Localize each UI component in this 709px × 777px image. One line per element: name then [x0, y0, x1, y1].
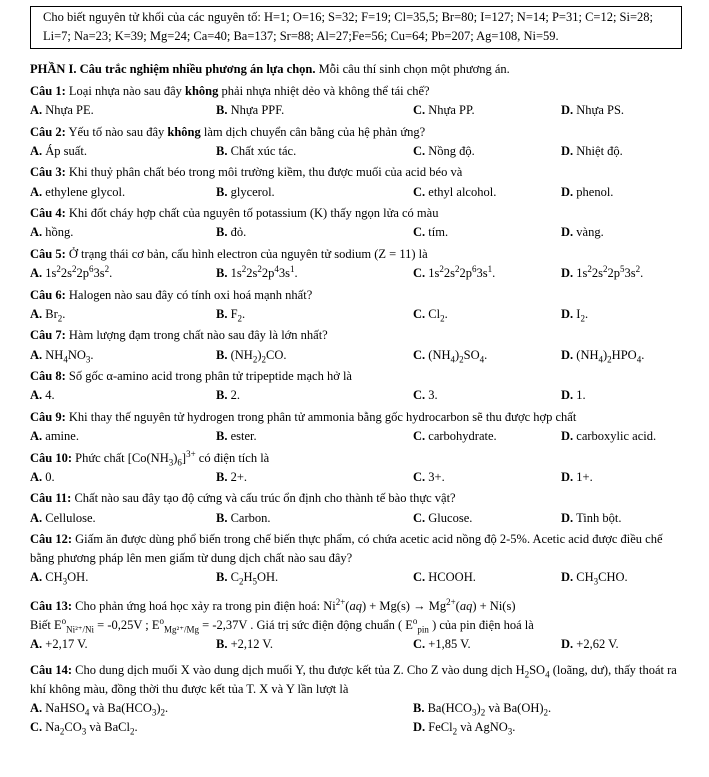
option-text: tím.	[428, 225, 449, 240]
question-12-text	[30, 530, 682, 568]
option-label: C.	[413, 388, 426, 403]
question-6-option-b	[216, 305, 413, 324]
option-text: +1,85 V.	[428, 636, 471, 651]
option-label: B.	[216, 429, 228, 443]
option-text: Nồng độ.	[428, 143, 475, 158]
question-5	[30, 245, 682, 283]
option-text: 3+.	[428, 469, 445, 484]
question-11-option-a	[30, 509, 216, 528]
option-label: B.	[216, 225, 228, 240]
option-label: B.	[216, 184, 228, 199]
question-9-number: Câu 9:	[30, 409, 66, 424]
option-label: D.	[561, 306, 574, 321]
option-label: B.	[216, 469, 228, 484]
question-12-option-d	[561, 568, 682, 587]
question-4-number: Câu 4:	[30, 206, 66, 221]
option-text: Nhựa PE.	[45, 103, 94, 117]
question-5-text	[30, 245, 682, 264]
question-1-text	[30, 82, 682, 101]
option-text: Tinh bột.	[576, 510, 622, 525]
question-8-option-b	[216, 386, 413, 405]
question-8-body: Số gốc α-amino acid trong phân tử tripeptide mạch hở là	[68, 369, 352, 384]
option-label: C.	[413, 570, 426, 585]
question-2-text	[30, 123, 682, 142]
question-7-option-d	[561, 346, 682, 365]
option-text: ester.	[230, 429, 257, 443]
option-label: B.	[216, 103, 228, 117]
question-1-option-d	[561, 101, 682, 120]
question-10-option-b	[216, 468, 413, 487]
option-text: $NH_4NO_3$.	[45, 347, 94, 364]
option-text: Cellulose.	[45, 510, 96, 525]
option-label: C.	[413, 636, 426, 651]
question-5-option-a	[30, 264, 216, 283]
option-text: $Ba(HCO_3)_2$ và $Ba(OH)_2$.	[427, 701, 552, 718]
question-7-number: Câu 7:	[30, 328, 66, 343]
option-label: C.	[413, 469, 426, 484]
question-12-number: Câu 12:	[30, 532, 73, 547]
option-label: D.	[413, 720, 426, 735]
question-8	[30, 367, 682, 405]
question-10-body: Phức chất $[Co(NH_3)_6]^{3+}$ có điện tích là	[75, 448, 270, 468]
option-text: amine.	[45, 429, 79, 443]
question-7-option-a	[30, 346, 216, 365]
question-8-option-d	[561, 386, 682, 405]
question-9-option-c	[413, 427, 561, 446]
option-text: $C_2H_5OH$.	[230, 570, 279, 587]
option-text: $CH_3OH$.	[45, 570, 89, 587]
question-8-option-a	[30, 386, 216, 405]
question-4-option-b	[216, 223, 413, 242]
option-text: Carbon.	[230, 510, 271, 525]
question-3	[30, 163, 682, 201]
option-text: $1s^22s^22p^53s^2$.	[576, 263, 644, 280]
question-3-options	[30, 183, 682, 202]
section-title-bold: PHẦN I. Câu trắc nghiệm nhiều phương án lựa chọn.	[30, 62, 316, 77]
question-9	[30, 408, 682, 446]
option-label: B.	[413, 701, 425, 716]
question-9-text	[30, 408, 682, 427]
question-4-option-a	[30, 223, 216, 242]
option-text: $I_2$.	[576, 306, 589, 324]
option-label: C.	[413, 306, 426, 321]
option-text: $F_2$.	[230, 306, 246, 324]
question-12-option-b	[216, 568, 413, 587]
question-10	[30, 449, 682, 487]
question-7-option-b	[216, 346, 413, 365]
question-8-number: Câu 8:	[30, 369, 66, 384]
option-text: 2+.	[230, 469, 248, 484]
option-text: carbohydrate.	[428, 429, 497, 443]
option-text: vàng.	[576, 225, 604, 240]
question-1	[30, 82, 682, 120]
question-7-body: Hàm lượng đạm trong chất nào sau đây là lớn nhất?	[68, 328, 328, 343]
question-4-option-d	[561, 223, 682, 242]
question-11-text	[30, 489, 682, 508]
option-text: $1s^22s^22p^43s^1$.	[230, 263, 298, 280]
option-text: 3.	[428, 388, 438, 403]
question-14-text	[30, 661, 682, 699]
question-6-body: Halogen nào sau đây có tính oxi hoá mạnh nhất?	[68, 287, 313, 302]
question-7-option-c	[413, 346, 561, 365]
option-text: Chất xúc tác.	[230, 143, 297, 158]
option-text: +2,62 V.	[576, 636, 619, 651]
question-6-option-d	[561, 305, 682, 324]
option-label: B.	[216, 570, 228, 585]
option-label: D.	[561, 469, 574, 484]
question-4	[30, 204, 682, 242]
option-label: A.	[30, 429, 43, 443]
option-text: glycerol.	[230, 184, 275, 199]
question-9-body: Khi thay thế nguyên tử hydrogen trong phân tử ammonia bằng gốc hydrocarbon sẽ thu được hợp chất	[68, 409, 577, 424]
option-label: C.	[413, 225, 426, 240]
question-10-option-a	[30, 468, 216, 487]
option-text: 0.	[45, 469, 55, 484]
option-label: C.	[413, 143, 426, 158]
option-label: D.	[561, 225, 574, 240]
question-1-option-a	[30, 101, 216, 120]
question-14-number: Câu 14:	[30, 662, 73, 677]
question-13-option-c	[413, 635, 561, 654]
option-label: A.	[30, 143, 43, 158]
question-6-option-a	[30, 305, 216, 324]
option-label: B.	[216, 143, 228, 158]
question-3-body: Khi thuỷ phân chất béo trong môi trường kiềm, thu được muối của acid béo và	[68, 165, 463, 180]
question-2	[30, 123, 682, 161]
option-label: A.	[30, 184, 43, 199]
option-text: +2,17 V.	[45, 636, 88, 651]
option-label: A.	[30, 701, 43, 716]
question-7	[30, 326, 682, 364]
question-13-option-d	[561, 635, 682, 654]
question-1-body: Loại nhựa nào sau đây không phải nhựa nhiệt dẻo và không thể tái chế?	[68, 83, 430, 98]
section-title	[30, 60, 682, 79]
option-text: carboxylic acid.	[576, 429, 657, 443]
question-5-options	[30, 264, 682, 283]
question-2-option-c	[413, 142, 561, 161]
question-10-number: Câu 10:	[30, 450, 73, 465]
option-text: Nhiệt độ.	[576, 143, 623, 158]
option-label: C.	[413, 429, 426, 443]
option-text: Nhựa PPF.	[230, 103, 285, 117]
question-7-options	[30, 346, 682, 365]
option-text: FeCl$_2$ và AgNO$_3$.	[428, 720, 516, 737]
question-11-option-b	[216, 509, 413, 528]
question-1-options	[30, 101, 682, 120]
question-4-options	[30, 223, 682, 242]
question-4-body: Khi đốt cháy hợp chất của nguyên tố potassium (K) thấy ngọn lửa có màu	[68, 206, 439, 221]
question-5-option-c	[413, 264, 561, 283]
question-12-option-c	[413, 568, 561, 587]
option-label: B.	[216, 347, 228, 362]
question-1-option-b	[216, 101, 413, 120]
question-4-option-c	[413, 223, 561, 242]
option-text: $1s^22s^22p^63s^2$.	[45, 263, 113, 280]
question-14-option-c	[30, 718, 413, 737]
option-label: C.	[413, 510, 426, 525]
question-13-option-b	[216, 635, 413, 654]
option-text: 1+.	[576, 469, 593, 484]
option-label: D.	[561, 347, 574, 362]
question-2-option-a	[30, 142, 216, 161]
question-2-number: Câu 2:	[30, 124, 66, 139]
option-text: $(NH_4)_2HPO_4$.	[576, 347, 645, 364]
option-label: D.	[561, 143, 574, 158]
option-text: $(NH_4)_2SO_4$.	[428, 347, 488, 364]
question-2-option-b	[216, 142, 413, 161]
option-text: 2.	[230, 388, 240, 403]
option-text: $Na_2CO_3$ và BaCl$_2$.	[45, 720, 138, 737]
question-9-option-b	[216, 427, 413, 446]
question-9-options	[30, 427, 682, 446]
question-13	[30, 597, 682, 654]
option-label: D.	[561, 510, 574, 525]
option-label: B.	[216, 266, 228, 280]
option-text: Glucose.	[428, 510, 473, 525]
question-12-option-a	[30, 568, 216, 587]
option-text: +2,12 V.	[230, 636, 273, 651]
question-14-option-d	[413, 718, 682, 737]
question-1-option-c	[413, 101, 561, 120]
question-1-number: Câu 1:	[30, 83, 66, 98]
option-label: D.	[561, 184, 574, 199]
option-label: B.	[216, 306, 228, 321]
question-14-body: Cho dung dịch muối X vào dung dịch muối Y, thu được kết tủa Z. Cho Z vào dung dịch $H_2SO_4$ (loãng, dư), thấy thoát ra khí không màu, đồng thời thu được kết tủa T. X và Y lần lượt là	[30, 662, 677, 696]
option-text: Áp suất.	[45, 143, 87, 158]
question-2-options	[30, 142, 682, 161]
atomic-mass-box	[30, 6, 682, 49]
section-title-rest: Mỗi câu thí sinh chọn một phương án.	[315, 62, 510, 77]
question-2-option-d	[561, 142, 682, 161]
question-6	[30, 286, 682, 324]
option-text: $Cl_2$.	[428, 306, 448, 324]
question-5-option-d	[561, 264, 682, 283]
question-8-text	[30, 367, 682, 386]
question-6-text	[30, 286, 682, 305]
option-label: C.	[413, 266, 426, 280]
option-label: B.	[216, 636, 228, 651]
question-10-options	[30, 468, 682, 487]
option-text: ethylene glycol.	[45, 184, 126, 199]
question-3-option-c	[413, 183, 561, 202]
option-text: phenol.	[576, 184, 614, 199]
question-10-option-d	[561, 468, 682, 487]
option-text: 4.	[45, 388, 55, 403]
question-12-body: Giấm ăn được dùng phổ biến trong chế biến thực phẩm, có chứa acetic acid nồng độ 2-5%. Acetic acid được điều chế bằng phương pháp lên men giấm từ dung dịch chất nào sau đây?	[30, 532, 663, 566]
option-label: A.	[30, 103, 43, 117]
option-label: C.	[413, 184, 426, 199]
question-7-text	[30, 326, 682, 345]
option-label: A.	[30, 636, 43, 651]
option-text: ethyl alcohol.	[428, 184, 497, 199]
question-14-option-b	[413, 699, 682, 718]
option-label: C.	[30, 720, 43, 735]
option-text: $(NH_2)_2CO$.	[230, 347, 287, 364]
question-11-option-c	[413, 509, 561, 528]
option-label: D.	[561, 388, 574, 403]
question-13-options	[30, 635, 682, 654]
question-4-text	[30, 204, 682, 223]
question-5-body: Ở trạng thái cơ bản, cấu hình electron của nguyên tử sodium (Z = 11) là	[68, 246, 428, 261]
question-13-text	[30, 597, 682, 635]
option-text: Nhựa PP.	[428, 103, 475, 117]
option-label: D.	[561, 570, 574, 585]
option-label: D.	[561, 103, 574, 117]
question-3-option-a	[30, 183, 216, 202]
option-text: $CH_3CHO$.	[576, 570, 628, 587]
option-label: D.	[561, 636, 574, 651]
question-2-body: Yếu tố nào sau đây không làm dịch chuyển cân bằng của hệ phản ứng?	[68, 124, 426, 139]
question-8-option-c	[413, 386, 561, 405]
option-text: $1s^22s^22p^63s^1$.	[428, 263, 496, 280]
question-10-text	[30, 449, 682, 468]
option-label: A.	[30, 306, 43, 321]
question-11-body: Chất nào sau đây tạo độ cứng và cấu trúc ổn định cho thành tế bào thực vật?	[74, 491, 456, 506]
option-label: C.	[413, 103, 426, 117]
question-11-option-d	[561, 509, 682, 528]
option-label: B.	[216, 388, 228, 403]
question-3-number: Câu 3:	[30, 165, 66, 180]
option-label: A.	[30, 510, 43, 525]
option-text: NaHSO$_4$ và $Ba(HCO_3)_2$.	[45, 701, 169, 718]
option-label: C.	[413, 347, 426, 362]
question-14-option-a	[30, 699, 413, 718]
option-text: HCOOH.	[428, 570, 476, 585]
option-text: $Br_2$.	[45, 306, 66, 324]
question-9-option-a	[30, 427, 216, 446]
question-8-options	[30, 386, 682, 405]
question-6-option-c	[413, 305, 561, 324]
option-label: A.	[30, 469, 43, 484]
question-11	[30, 489, 682, 527]
option-label: A.	[30, 570, 43, 585]
question-3-option-b	[216, 183, 413, 202]
option-label: D.	[561, 266, 574, 280]
question-13-body: Cho phản ứng hoá học xảy ra trong pin điện hoá: $Ni^{2+}(aq) + Mg(s) \to Mg^{2+}(aq) + Ni(s)$ Biết $E^o_{Ni^{2+}/Ni} = -0,25V$ ; $E^o_{Mg^{2+}/Mg} = -2,37V$ . Giá trị sức điện động chuẩn ( $E^o_{pin}$ ) của pin điện hoá là	[30, 596, 534, 635]
question-5-option-b	[216, 264, 413, 283]
option-text: đỏ.	[230, 225, 247, 240]
option-label: A.	[30, 347, 43, 362]
option-label: A.	[30, 225, 43, 240]
option-label: A.	[30, 388, 43, 403]
option-label: D.	[561, 429, 574, 443]
question-3-option-d	[561, 183, 682, 202]
question-13-number: Câu 13:	[30, 598, 73, 613]
option-label: B.	[216, 510, 228, 525]
atomic-mass-text: Cho biết nguyên tử khối của các nguyên tố: H=1; O=16; S=32; F=19; Cl=35,5; Br=80; I=127; N=14; P=31; C=12; Si=28; Li=7; Na=23; K=39; Mg=24; Ca=40; Ba=137; Sr=88; Al=27;Fe=56; Cu=64; Pb=207; Ag=108, Ni=59.	[43, 10, 654, 44]
question-11-options	[30, 509, 682, 528]
option-text: 1.	[576, 388, 586, 403]
question-12	[30, 530, 682, 587]
question-5-number: Câu 5:	[30, 246, 66, 261]
question-10-option-c	[413, 468, 561, 487]
option-text: Nhựa PS.	[576, 103, 625, 117]
option-text: hồng.	[45, 225, 74, 240]
question-3-text	[30, 163, 682, 182]
question-6-options	[30, 305, 682, 324]
option-label: A.	[30, 266, 43, 280]
question-14	[30, 661, 682, 738]
question-11-number: Câu 11:	[30, 491, 72, 506]
question-14-options	[30, 699, 682, 737]
question-12-options	[30, 568, 682, 587]
question-6-number: Câu 6:	[30, 287, 66, 302]
question-9-option-d	[561, 427, 682, 446]
question-13-option-a	[30, 635, 216, 654]
